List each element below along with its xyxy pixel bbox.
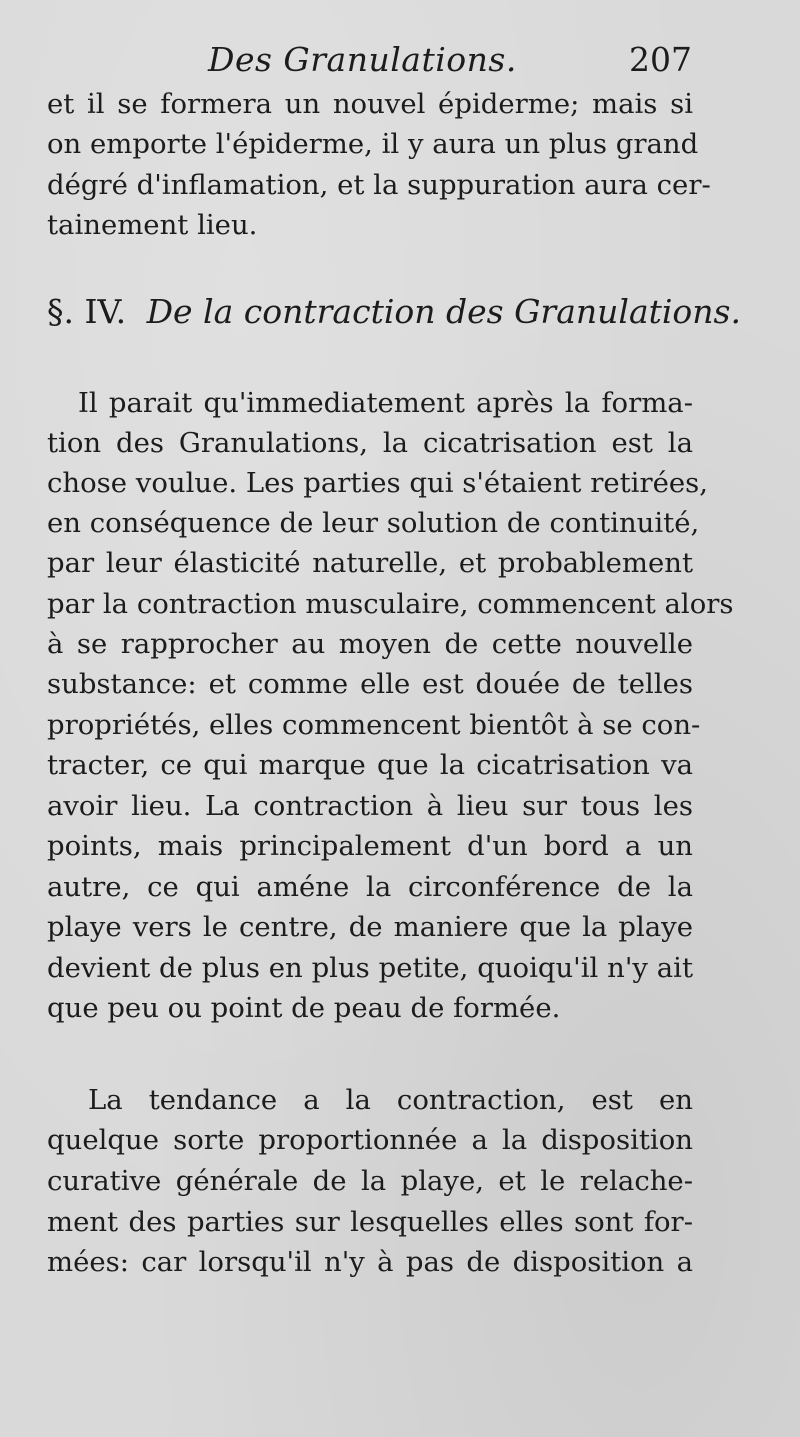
text-line: tion des Granulations, la cicatrisation est la — [47, 427, 693, 459]
page-number: 207 — [629, 40, 692, 79]
text-line: chose voulue. Les parties qui s'étaient retirées, — [47, 467, 709, 499]
text-line: points, mais principalement d'un bord a un — [47, 830, 693, 862]
section-title: De la contraction des Granulations. — [146, 292, 741, 331]
section-number: §. IV. — [47, 292, 127, 331]
section-heading — [47, 292, 741, 331]
text-line: par leur élasticité naturelle, et probablement — [47, 547, 693, 579]
text-line: on emporte l'épiderme, il y aura un plus grand — [47, 128, 699, 160]
text-line: ment des parties sur lesquelles elles sont for- — [47, 1206, 693, 1238]
text-line: et il se formera un nouvel épiderme; mais si — [47, 88, 693, 120]
text-line: dégré d'inflamation, et la suppuration aura cer- — [47, 169, 711, 201]
text-line: par la contraction musculaire, commencent alors — [47, 588, 734, 620]
text-line: à se rapprocher au moyen de cette nouvelle — [47, 628, 693, 660]
text-line: en conséquence de leur solution de continuité, — [47, 507, 700, 539]
text-line: Il parait qu'immediatement après la forma- — [78, 387, 693, 419]
text-line: curative générale de la playe, et le relache- — [47, 1165, 693, 1197]
text-line: quelque sorte proportionnée a la disposition — [47, 1124, 693, 1156]
text-line: tainement lieu. — [47, 209, 258, 241]
text-line: que peu ou point de peau de formée. — [47, 992, 561, 1024]
text-line: playe vers le centre, de maniere que la playe — [47, 911, 693, 943]
text-line: devient de plus en plus petite, quoiqu'il n'y ait — [47, 952, 693, 984]
text-line: tracter, ce qui marque que la cicatrisation va — [47, 749, 693, 781]
text-line: propriétés, elles commencent bientôt à se con- — [47, 709, 701, 741]
text-line: mées: car lorsqu'il n'y à pas de disposition a — [47, 1246, 693, 1278]
text-line: La tendance a la contraction, est en — [88, 1084, 693, 1116]
text-line: autre, ce qui améne la circonférence de la — [47, 871, 693, 903]
text-line: avoir lieu. La contraction à lieu sur tous les — [47, 790, 693, 822]
running-title: Des Granulations. — [208, 40, 517, 79]
text-line: substance: et comme elle est douée de telles — [47, 668, 693, 700]
